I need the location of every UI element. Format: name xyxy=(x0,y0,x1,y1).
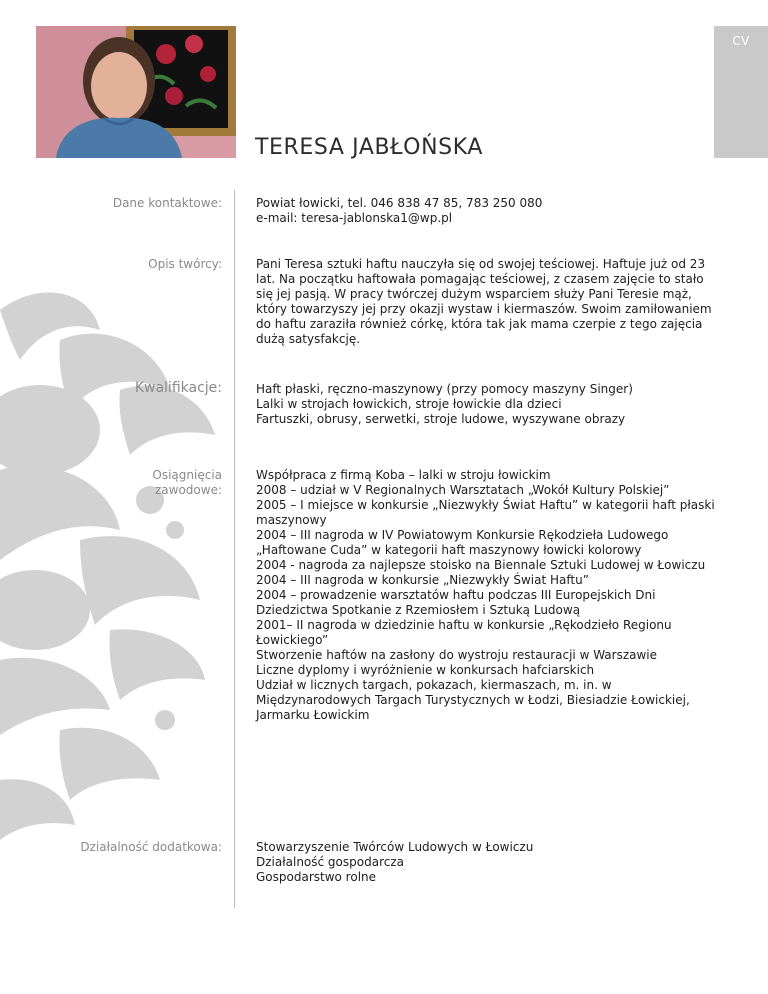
achievement-item: 2005 – I miejsce w konkursie „Niezwykły Świat Haftu” w kategorii haft płaski maszynowy xyxy=(256,498,715,527)
cv-tab-label: CV xyxy=(732,34,750,48)
achievements-label-line1: Osiągnięcia xyxy=(152,468,222,482)
qualification-item: Fartuszki, obrusy, serwetki, stroje ludowe, wyszywane obrazy xyxy=(256,412,626,426)
cv-tab xyxy=(714,26,768,158)
folk-ornament-decoration xyxy=(0,280,230,840)
achievement-item: 2004 - nagroda za najlepsze stoisko na Biennale Sztuki Ludowej w Łowiczu xyxy=(256,558,706,572)
additional-label: Działalność dodatkowa: xyxy=(80,840,222,854)
achievement-item: 2004 – III nagroda w IV Powiatowym Konkursie Rękodzieła Ludowego „Haftowane Cuda” w kategorii haft maszynowy łowicki kolorowy xyxy=(256,528,669,557)
additional-item: Działalność gospodarcza xyxy=(256,855,404,869)
achievement-item: 2008 – udział w V Regionalnych Warsztatach „Wokół Kultury Polskiej” xyxy=(256,483,670,497)
qualification-item: Lalki w strojach łowickich, stroje łowickie dla dzieci xyxy=(256,397,562,411)
additional-item: Gospodarstwo rolne xyxy=(256,870,377,884)
achievements-label xyxy=(40,468,222,498)
contact-line: Powiat łowicki, tel. 046 838 47 85, 783 250 080 xyxy=(256,196,543,210)
achievement-item: 2001– II nagroda w dziedzinie haftu w konkursie „Rękodzieło Regionu Łowickiego” xyxy=(256,618,672,647)
qualifications-section xyxy=(256,382,716,427)
additional-section xyxy=(256,840,716,885)
section-divider xyxy=(234,190,235,908)
portrait-photo xyxy=(36,26,236,158)
achievement-item: 2004 – III nagroda w konkursie „Niezwykły Świat Haftu” xyxy=(256,573,589,587)
achievements-label-line2: zawodowe: xyxy=(154,483,222,497)
contact-section xyxy=(256,196,716,226)
achievement-item: Liczne dyplomy i wyróżnienie w konkursach hafciarskich xyxy=(256,663,595,677)
contact-label: Dane kontaktowe: xyxy=(112,196,222,210)
description-section xyxy=(256,257,716,347)
qualification-item: Haft płaski, ręczno-maszynowy (przy pomocy maszyny Singer) xyxy=(256,382,633,396)
achievement-item: Udział w licznych targach, pokazach, kiermaszach, m. in. w Międzynarodowych Targach Turystycznych w Łodzi, Biesiadzie Łowickiej, Jarmarku Łowickim xyxy=(256,678,690,722)
achievement-item: 2004 – prowadzenie warsztatów haftu podczas III Europejskich Dni Dziedzictwa Spotkanie z Rzemiosłem i Sztuką Ludową xyxy=(256,588,656,617)
achievement-item: Współpraca z firmą Koba – lalki w stroju łowickim xyxy=(256,468,551,482)
qualifications-label: Kwalifikacje: xyxy=(134,380,222,396)
contact-email: e-mail: teresa-jablonska1@wp.pl xyxy=(256,211,453,225)
description-text: Pani Teresa sztuki haftu nauczyła się od swojej teściowej. Haftuje już od 23 lat. Na początku haftowała pomagając teściowej, z czasem zajęcie to stało się jej pasją. W pracy twórczej dużym wsparciem służy Pani Teresie mąż, który towarzyszy jej przy okazji wystaw i kiermaszów. Swoim zamiłowaniem do haftu zaraziła również córkę, która tak jak mama czerpie z tego zajęcia dużą satysfakcję. xyxy=(256,257,712,346)
person-name: TERESA JABŁOŃSKA xyxy=(255,135,483,160)
achievement-item: Stworzenie haftów na zasłony do wystroju restauracji w Warszawie xyxy=(256,648,658,662)
description-label: Opis twórcy: xyxy=(148,257,222,271)
achievements-section xyxy=(256,468,716,723)
additional-item: Stowarzyszenie Twórców Ludowych w Łowiczu xyxy=(256,840,534,854)
